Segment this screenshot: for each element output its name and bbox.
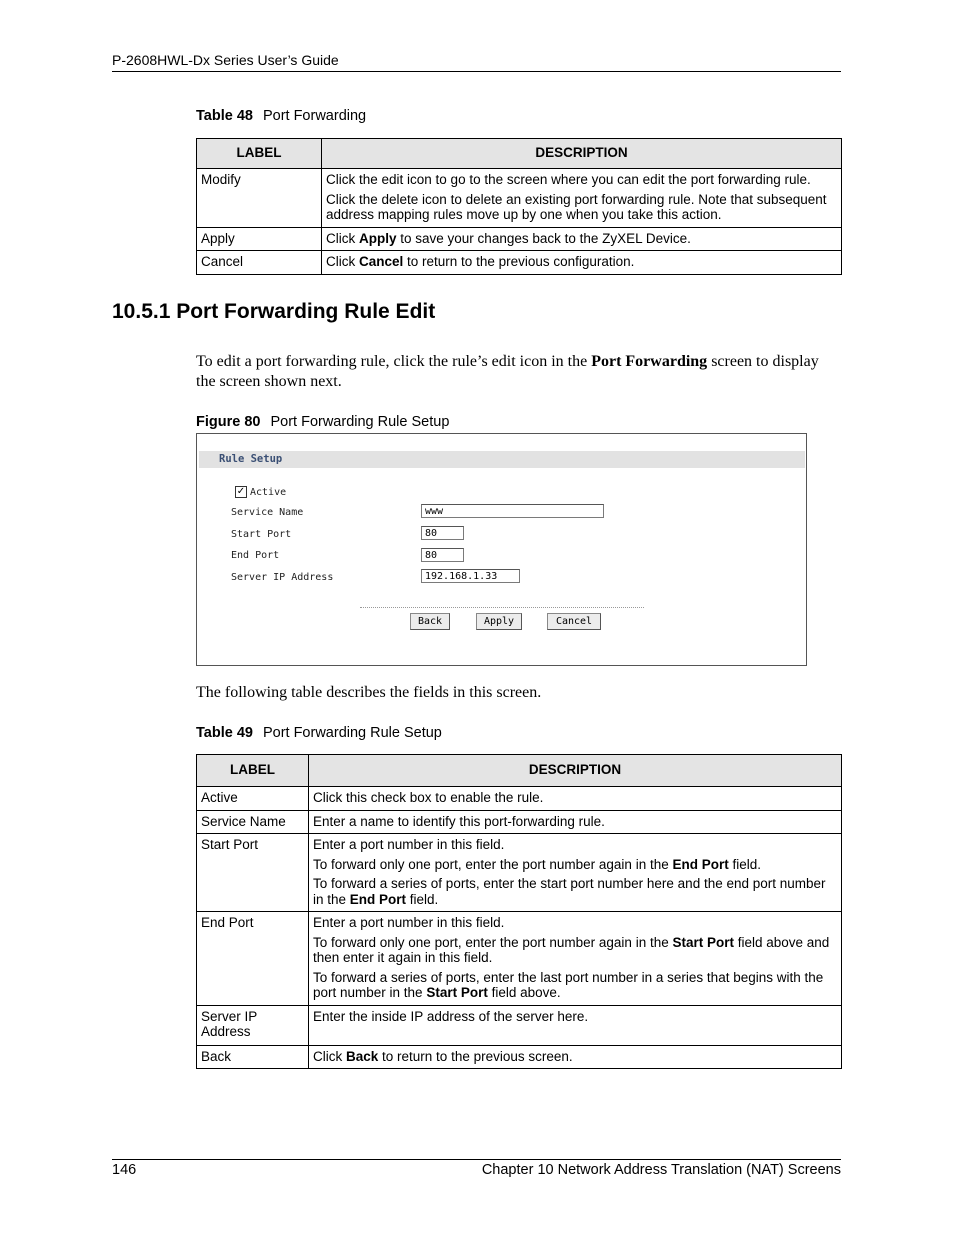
table48-row-label: Apply — [197, 227, 322, 251]
description-line: To forward a series of ports, enter the last port number in a series that begins with the port number in the Start Port field above. — [313, 969, 824, 1000]
table49-caption — [196, 725, 442, 741]
table48-row-label: Cancel — [197, 251, 322, 275]
table-48 — [196, 138, 842, 275]
table-row — [197, 912, 842, 1006]
table48-caption-number: Table 48 — [196, 108, 253, 124]
apply-button[interactable]: Apply — [476, 613, 522, 630]
table-row — [197, 810, 842, 834]
button-divider — [360, 607, 644, 608]
table49-row-description: Enter the inside IP address of the server here. — [309, 1005, 842, 1045]
server-ip-label: Server IP Address — [231, 572, 334, 583]
table48-row-label: Modify — [197, 169, 322, 228]
description-line: Enter a port number in this field. — [313, 915, 505, 930]
table49-caption-title: Port Forwarding Rule Setup — [262, 725, 442, 741]
header-rule — [112, 71, 841, 72]
table49-row-label: Start Port — [197, 834, 309, 912]
table-49 — [196, 754, 842, 1069]
table49-caption-number: Table 49 — [196, 725, 253, 741]
panel-title-bar — [199, 451, 805, 468]
figure-caption — [196, 414, 449, 430]
active-checkbox[interactable]: ✓ — [236, 486, 246, 497]
table49-row-label: Back — [197, 1045, 309, 1069]
table-row — [197, 1005, 842, 1045]
table49-row-label: Server IP Address — [197, 1005, 309, 1045]
service-name-input[interactable]: www — [421, 504, 604, 518]
table-row — [197, 169, 842, 228]
table49-row-description: Click this check box to enable the rule. — [309, 787, 842, 811]
table49-header-label: LABEL — [197, 755, 309, 787]
table49-row-description: Enter a name to identify this port-forwarding rule. — [309, 810, 842, 834]
table49-row-label: Active — [197, 787, 309, 811]
table48-caption — [196, 108, 366, 124]
cancel-button[interactable]: Cancel — [547, 613, 601, 630]
table-row — [197, 251, 842, 275]
table48-row-description: Click Cancel to return to the previous configuration. — [322, 251, 842, 275]
table49-row-label: End Port — [197, 912, 309, 1006]
end-port-input[interactable]: 80 — [421, 548, 464, 562]
table48-row-description — [322, 169, 842, 228]
table-row — [197, 787, 842, 811]
table-row — [197, 227, 842, 251]
table49-header-description: DESCRIPTION — [309, 755, 842, 787]
table-row — [197, 834, 842, 912]
description-line: To forward a series of ports, enter the start port number here and the end port number in the End Port field. — [313, 876, 826, 907]
rule-setup-figure — [196, 433, 807, 666]
page-number: 146 — [112, 1162, 137, 1178]
table-intro-paragraph: The following table describes the fields in this screen. — [196, 684, 542, 701]
start-port-input[interactable]: 80 — [421, 526, 464, 540]
description-line: Enter a port number in this field. — [313, 837, 505, 852]
end-port-label: End Port — [231, 550, 280, 561]
table-row — [197, 1045, 842, 1069]
section-heading: 10.5.1 Port Forwarding Rule Edit — [112, 300, 436, 323]
back-button[interactable]: Back — [410, 613, 450, 630]
table48-row-description: Click Apply to save your changes back to the ZyXEL Device. — [322, 227, 842, 251]
figure-caption-number: Figure 80 — [196, 414, 261, 430]
description-line: To forward only one port, enter the port number again in the End Port field. — [313, 856, 761, 872]
active-label: Active — [250, 487, 287, 498]
table49-row-description — [309, 912, 842, 1006]
intro-paragraph: To edit a port forwarding rule, click the rule’s edit icon in the Port Forwarding screen to display the screen shown next. — [196, 353, 819, 390]
footer-rule — [112, 1159, 841, 1160]
table48-header-label: LABEL — [197, 139, 322, 169]
description-line: To forward only one port, enter the port number again in the Start Port field above and then enter it again in this field. — [313, 934, 830, 965]
description-line: Click the edit icon to go to the screen where you can edit the port forwarding rule. — [326, 172, 811, 187]
table49-row-description: Click Back to return to the previous screen. — [309, 1045, 842, 1069]
service-name-label: Service Name — [231, 507, 304, 518]
running-header: P-2608HWL-Dx Series User’s Guide — [112, 52, 339, 68]
table49-row-label: Service Name — [197, 810, 309, 834]
table49-row-description — [309, 834, 842, 912]
description-line: Click the delete icon to delete an existing port forwarding rule. Note that subsequent address mapping rules move up by one when you take this action. — [326, 191, 827, 222]
table48-header-description: DESCRIPTION — [322, 139, 842, 169]
table48-caption-title: Port Forwarding — [262, 108, 367, 124]
panel-title: Rule Setup — [219, 453, 283, 465]
start-port-label: Start Port — [231, 529, 292, 540]
figure-caption-title: Port Forwarding Rule Setup — [270, 414, 450, 430]
server-ip-input[interactable]: 192.168.1.33 — [421, 569, 520, 583]
chapter-title: Chapter 10 Network Address Translation (NAT) Screens — [481, 1162, 841, 1178]
